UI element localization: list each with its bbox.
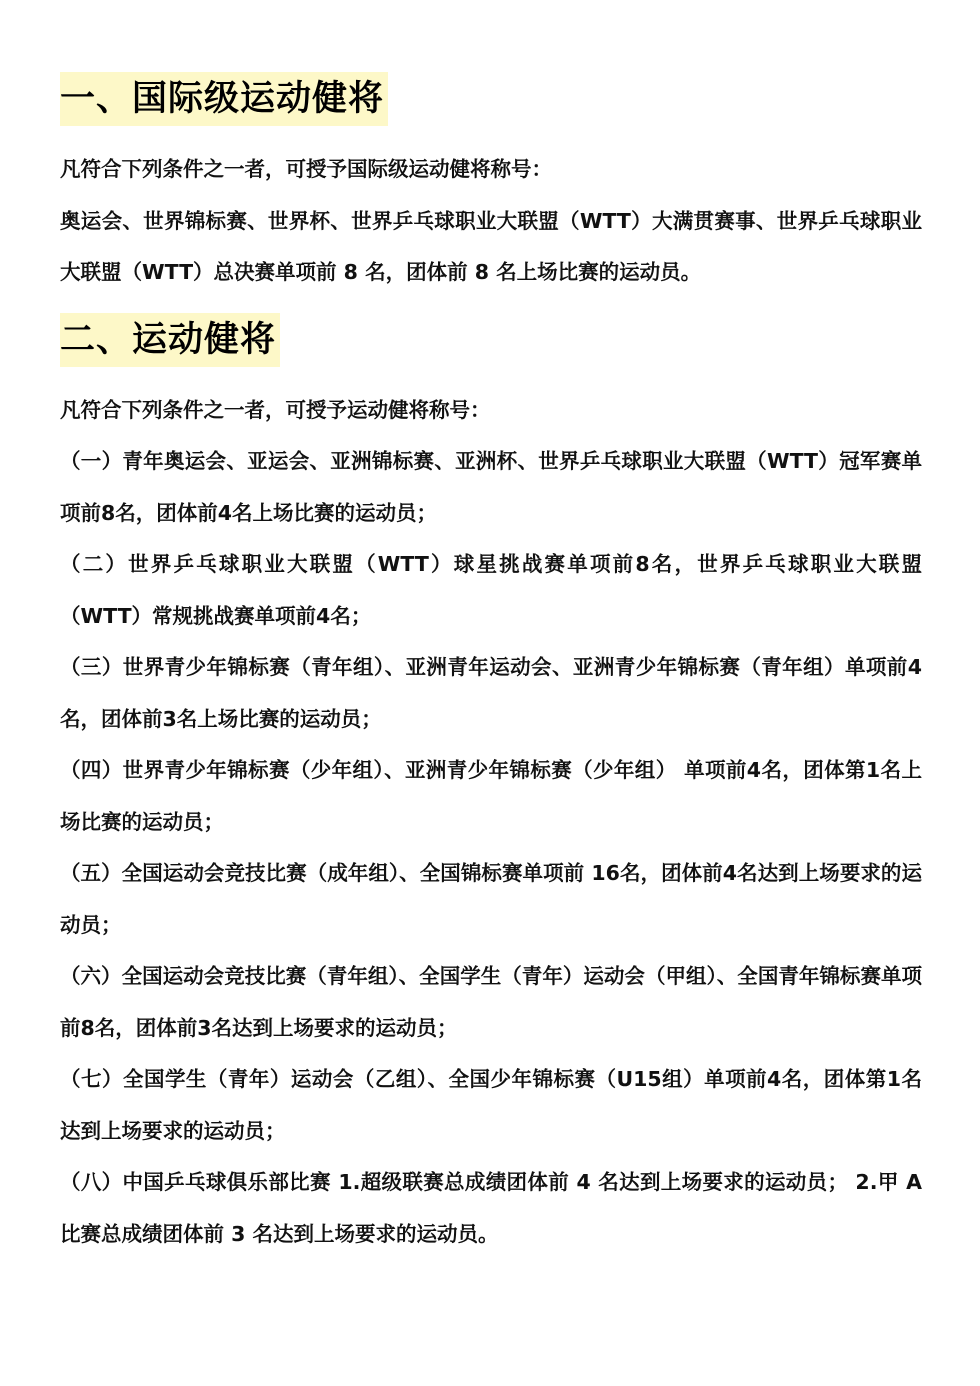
section-2-item-5: （五）全国运动会竞技比赛（成年组）、全国锦标赛单项前 16名，团体前4名达到上场要求的运动员；: [60, 861, 922, 937]
section-2-item-1: （一）青年奥运会、亚运会、亚洲锦标赛、亚洲杯、世界乒乓球职业大联盟（WTT）冠军赛单项前8名，团体前4名上场比赛的运动员；: [60, 449, 922, 525]
section-2-item-2: （二）世界乒乓球职业大联盟（WTT）球星挑战赛单项前8名，世界乒乓球职业大联盟（WTT）常规挑战赛单项前4名；: [60, 552, 922, 628]
section-1-body: 奥运会、世界锦标赛、世界杯、世界乒乓球职业大联盟（WTT）大满贯赛事、世界乒乓球职业大联盟（WTT）总决赛单项前 8 名，团体前 8 名上场比赛的运动员。: [60, 208, 922, 284]
section-2-item-7: （七）全国学生（青年）运动会（乙组）、全国少年锦标赛（U15组）单项前4名，团体第1名达到上场要求的运动员；: [60, 1067, 922, 1143]
section-2-item-6: （六）全国运动会竞技比赛（青年组）、全国学生（青年）运动会（甲组）、全国青年锦标赛单项前8名，团体前3名达到上场要求的运动员；: [60, 964, 922, 1040]
section-2-heading: 二、运动健将: [60, 313, 280, 367]
section-2-intro: 凡符合下列条件之一者，可授予运动健将称号：: [60, 397, 491, 422]
section-2-item-4: （四）世界青少年锦标赛（少年组）、亚洲青少年锦标赛（少年组） 单项前4名，团体第1名上场比赛的运动员；: [60, 758, 922, 834]
section-2-item-8: （八）中国乒乓球俱乐部比赛 1.超级联赛总成绩团体前 4 名达到上场要求的运动员； 2.甲 A 比赛总成绩团体前 3 名达到上场要求的运动员。: [60, 1170, 922, 1246]
document-page: [60, 72, 922, 1260]
section-1-heading: 一、国际级运动健将: [60, 72, 388, 126]
section-1-intro: 凡符合下列条件之一者，可授予国际级运动健将称号：: [60, 157, 552, 181]
section-2-item-3: （三）世界青少年锦标赛（青年组）、亚洲青年运动会、亚洲青少年锦标赛（青年组）单项前4名，团体前3名上场比赛的运动员；: [60, 655, 922, 731]
